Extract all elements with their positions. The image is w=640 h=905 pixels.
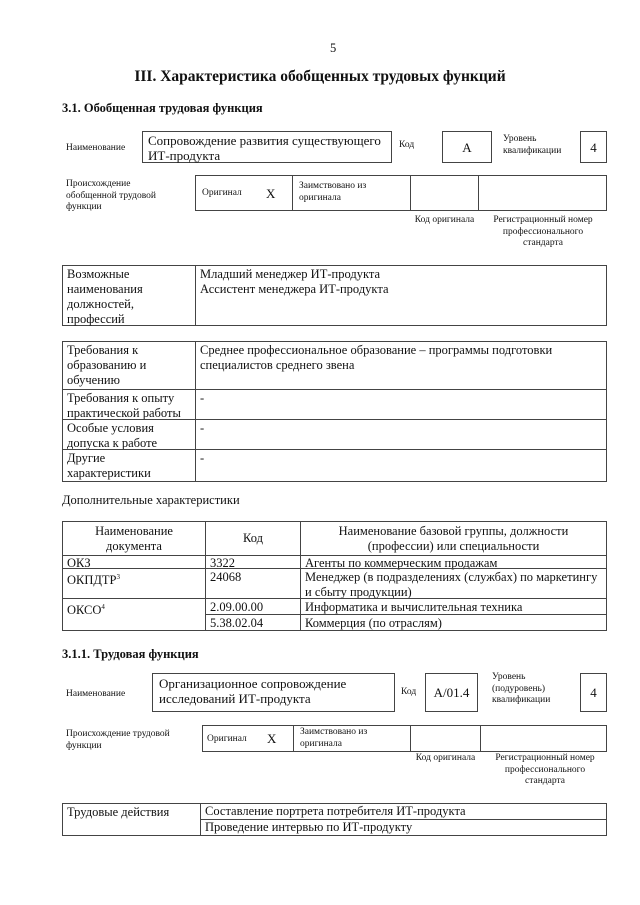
table-cell-doc: ОКЗ [62,555,206,569]
orig-code-cell [410,725,481,752]
name-label: Наименование [66,689,126,699]
requirement-value: - [195,389,607,420]
reg-number-caption: Регистрационный номер профессионального стандарта [493,215,593,248]
original-cell [195,175,293,211]
table-cell-doc: ОКПДТР$^3$ [62,568,206,599]
reg-number-caption: Регистрационный номер профессионального стандарта [495,753,595,786]
reg-number-cell [478,175,607,211]
page-title: III. Характеристика обобщенных трудовых функций [134,68,506,85]
requirement-label: Особые условия допуска к работе [62,419,196,450]
requirement-value: - [195,419,607,450]
requirement-label: Требования к образованию и обучению [62,341,196,390]
table-cell-code: 5.38.02.04 [205,614,301,631]
name-value: Сопровождение развития существующего ИТ-продукта [142,131,392,163]
table-cell-name: Менеджер (в подразделениях (службах) по маркетингу и сбыту продукции) [300,568,607,599]
origin-label: Происхождение трудовой функции [66,729,170,751]
table-header: Код [205,521,301,556]
requirement-value: - [195,449,607,482]
code-value: A/01.4 [425,673,478,712]
orig-code-caption: Код оригинала [415,753,476,763]
additional-heading: Дополнительные характеристики [62,493,240,507]
original-label: Оригинал [207,734,247,744]
level-value: 4 [580,131,607,163]
position-item: Ассистент менеджера ИТ-продукта [200,282,389,296]
table-cell-name: Информатика и вычислительная техника [300,598,607,615]
table-cell-code: 3322 [205,555,301,569]
code-label: Код [401,687,417,697]
requirement-value: Среднее профессиональное образование – программы подготовки специалистов среднего звена [195,341,607,390]
level-label: Уровень (подуровень) квалификации [492,672,551,705]
table-cell-name: Агенты по коммерческим продажам [300,555,607,569]
borrowed-cell: Заимствовано из оригинала [293,725,411,752]
borrowed-cell: Заимствовано из оригинала [292,175,411,211]
actions-label: Трудовые действия [62,803,201,836]
orig-code-cell [410,175,479,211]
table-header: Наименование базовой группы, должности (профессии) или специальности [300,521,607,556]
action-item: Проведение интервью по ИТ-продукту [200,819,607,836]
page-number: 5 [330,41,337,55]
original-mark: X [266,186,276,201]
original-label: Оригинал [202,188,242,198]
table-cell-code: 2.09.00.00 [205,598,301,615]
orig-code-caption: Код оригинала [414,215,475,225]
code-value: A [442,131,492,163]
subsection-heading: 3.1.1. Трудовая функция [62,647,199,661]
origin-label: Происхождение обобщенной трудовой функции [66,179,156,212]
requirement-label: Другие характеристики [62,449,196,482]
original-cell [202,725,294,752]
requirement-label: Требования к опыту практической работы [62,389,196,420]
section-heading: 3.1. Обобщенная трудовая функция [62,101,263,115]
positions-value [195,265,607,326]
original-mark: X [267,731,277,746]
table-cell-doc: ОКСО$^4$ [62,598,206,631]
code-label: Код [399,140,415,150]
table-cell-name: Коммерция (по отраслям) [300,614,607,631]
position-item: Младший менеджер ИТ-продукта [200,267,381,281]
level-value: 4 [580,673,607,712]
level-label: Уровень квалификации [503,134,562,156]
name-value: Организационное сопровождение исследований ИТ-продукта [152,673,395,712]
action-item: Составление портрета потребителя ИТ-продукта [200,803,607,820]
reg-number-cell [480,725,607,752]
table-header: Наименование документа [62,521,206,556]
name-label: Наименование [66,143,126,153]
table-cell-code: 24068 [205,568,301,599]
positions-label: Возможные наименования должностей, профессий [62,265,196,326]
